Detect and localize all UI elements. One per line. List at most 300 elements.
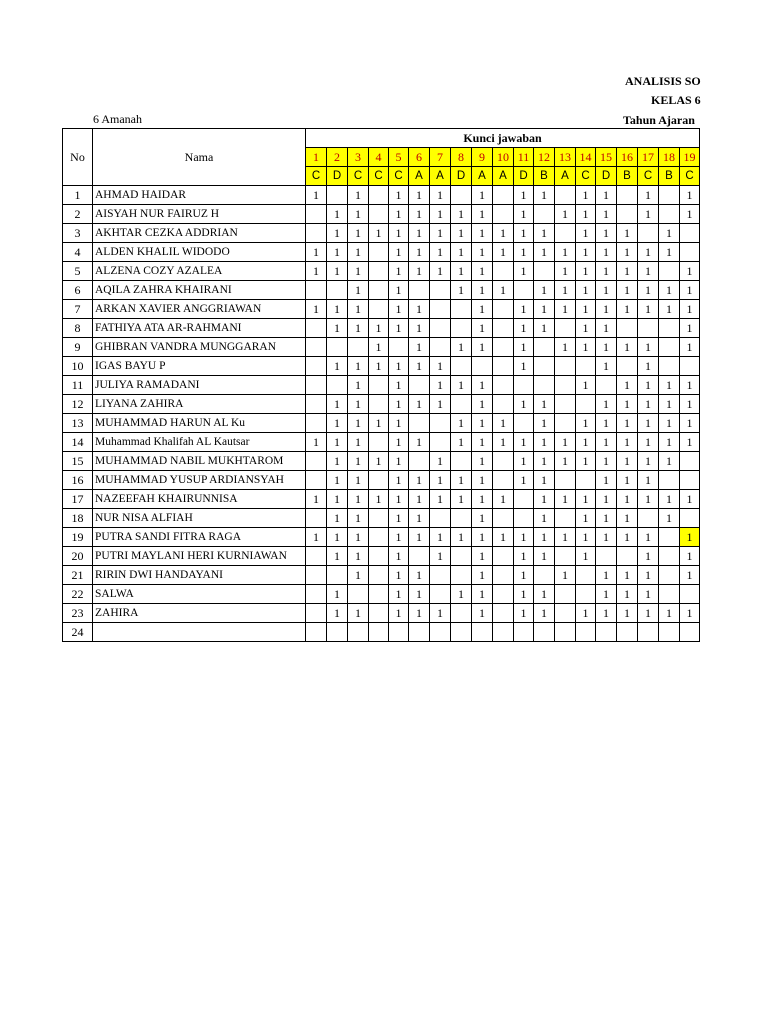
score-cell: 1 (638, 547, 659, 566)
score-cell: 1 (472, 319, 493, 338)
score-cell (389, 623, 409, 642)
score-cell (369, 471, 389, 490)
score-cell: 1 (659, 433, 680, 452)
score-cell: 1 (576, 186, 596, 205)
score-cell (306, 604, 327, 623)
score-cell: 1 (306, 300, 327, 319)
score-cell (348, 338, 369, 357)
score-cell: 1 (409, 205, 430, 224)
score-cell: 1 (472, 433, 493, 452)
score-cell (472, 623, 493, 642)
score-cell: 1 (659, 376, 680, 395)
score-cell: 1 (430, 604, 451, 623)
score-cell: 1 (638, 262, 659, 281)
score-cell: 1 (369, 357, 389, 376)
student-name: PUTRI MAYLANI HERI KURNIAWAN (93, 547, 306, 566)
row-number: 17 (63, 490, 93, 509)
score-cell (617, 547, 638, 566)
score-cell: 1 (534, 281, 555, 300)
score-cell (430, 509, 451, 528)
score-cell (369, 243, 389, 262)
score-cell: 1 (451, 471, 472, 490)
score-cell (555, 547, 576, 566)
score-cell: 1 (576, 547, 596, 566)
score-cell (389, 338, 409, 357)
score-cell: 1 (514, 566, 534, 585)
score-cell: 1 (369, 224, 389, 243)
score-cell: 1 (409, 338, 430, 357)
score-cell (369, 566, 389, 585)
score-cell: 1 (617, 452, 638, 471)
score-cell: 1 (472, 205, 493, 224)
score-cell (514, 623, 534, 642)
score-cell (493, 452, 514, 471)
row-number: 19 (63, 528, 93, 547)
score-cell: 1 (327, 224, 348, 243)
student-name: IGAS BAYU P (93, 357, 306, 376)
score-cell: 1 (638, 376, 659, 395)
table-row (63, 585, 700, 604)
score-cell: 1 (348, 452, 369, 471)
score-cell: 1 (348, 471, 369, 490)
score-cell (493, 395, 514, 414)
question-number-17: 17 (638, 148, 659, 167)
question-number-15: 15 (596, 148, 617, 167)
score-cell (306, 376, 327, 395)
score-cell: 1 (409, 319, 430, 338)
score-cell: 1 (596, 319, 617, 338)
score-cell (659, 319, 680, 338)
score-cell: 1 (680, 604, 700, 623)
score-cell: 1 (389, 471, 409, 490)
score-cell: 1 (576, 433, 596, 452)
score-cell: 1 (451, 243, 472, 262)
score-cell: 1 (638, 490, 659, 509)
score-cell: 1 (617, 338, 638, 357)
score-cell: 1 (576, 414, 596, 433)
score-cell (451, 604, 472, 623)
answer-key-19: C (680, 167, 700, 186)
score-cell (596, 623, 617, 642)
score-cell: 1 (576, 300, 596, 319)
score-cell (680, 509, 700, 528)
row-number: 6 (63, 281, 93, 300)
score-cell: 1 (348, 262, 369, 281)
score-cell: 1 (576, 319, 596, 338)
score-cell: 1 (596, 338, 617, 357)
score-cell: 1 (534, 433, 555, 452)
answer-key-10: A (493, 167, 514, 186)
score-cell: 1 (348, 528, 369, 547)
score-cell (638, 224, 659, 243)
score-cell: 1 (576, 338, 596, 357)
score-cell (493, 547, 514, 566)
table-row (63, 376, 700, 395)
score-cell: 1 (389, 490, 409, 509)
score-cell: 1 (514, 604, 534, 623)
student-name: NUR NISA ALFIAH (93, 509, 306, 528)
score-cell (306, 566, 327, 585)
score-cell: 1 (451, 433, 472, 452)
score-cell (596, 376, 617, 395)
score-cell (409, 452, 430, 471)
score-cell: 1 (576, 509, 596, 528)
student-name: ARKAN XAVIER ANGGRIAWAN (93, 300, 306, 319)
score-cell: 1 (617, 281, 638, 300)
score-cell: 1 (534, 490, 555, 509)
score-cell: 1 (514, 433, 534, 452)
score-cell (659, 357, 680, 376)
score-cell: 1 (409, 585, 430, 604)
score-cell (555, 376, 576, 395)
table-row (63, 243, 700, 262)
student-name: JULIYA RAMADANI (93, 376, 306, 395)
student-name: GHIBRAN VANDRA MUNGGARAN (93, 338, 306, 357)
row-number: 15 (63, 452, 93, 471)
score-cell: 1 (514, 528, 534, 547)
table-row (63, 205, 700, 224)
score-cell: 1 (576, 490, 596, 509)
score-cell: 1 (576, 528, 596, 547)
score-cell (369, 604, 389, 623)
score-cell: 1 (617, 585, 638, 604)
score-cell: 1 (348, 357, 369, 376)
score-cell: 1 (306, 243, 327, 262)
score-cell: 1 (389, 300, 409, 319)
score-cell: 1 (514, 585, 534, 604)
score-cell: 1 (617, 528, 638, 547)
score-cell: 1 (680, 338, 700, 357)
score-cell: 1 (680, 528, 700, 547)
score-cell (555, 604, 576, 623)
score-cell: 1 (430, 452, 451, 471)
score-cell: 1 (680, 547, 700, 566)
score-cell: 1 (617, 224, 638, 243)
score-cell: 1 (327, 509, 348, 528)
score-cell (555, 395, 576, 414)
score-cell (617, 357, 638, 376)
score-cell (430, 338, 451, 357)
row-number: 10 (63, 357, 93, 376)
score-cell: 1 (389, 281, 409, 300)
score-cell (430, 433, 451, 452)
question-number-18: 18 (659, 148, 680, 167)
score-cell: 1 (306, 490, 327, 509)
score-cell: 1 (348, 319, 369, 338)
score-cell (451, 357, 472, 376)
score-cell: 1 (659, 395, 680, 414)
answer-key-7: A (430, 167, 451, 186)
score-cell: 1 (389, 604, 409, 623)
score-cell (534, 357, 555, 376)
student-name: NAZEEFAH KHAIRUNNISA (93, 490, 306, 509)
score-cell: 1 (348, 376, 369, 395)
score-cell: 1 (348, 414, 369, 433)
score-cell (369, 281, 389, 300)
score-cell (534, 338, 555, 357)
score-cell: 1 (638, 300, 659, 319)
score-cell: 1 (451, 262, 472, 281)
score-cell (369, 262, 389, 281)
student-name: ALZENA COZY AZALEA (93, 262, 306, 281)
score-cell (327, 566, 348, 585)
score-cell (369, 585, 389, 604)
score-cell: 1 (596, 509, 617, 528)
score-cell: 1 (348, 205, 369, 224)
score-cell (493, 319, 514, 338)
score-cell (493, 509, 514, 528)
score-cell: 1 (409, 604, 430, 623)
score-cell (306, 357, 327, 376)
score-cell: 1 (659, 414, 680, 433)
score-cell (576, 566, 596, 585)
score-cell: 1 (596, 186, 617, 205)
score-cell: 1 (638, 585, 659, 604)
score-cell: 1 (596, 414, 617, 433)
table-row (63, 338, 700, 357)
student-name (93, 623, 306, 642)
score-cell: 1 (327, 300, 348, 319)
question-number-7: 7 (430, 148, 451, 167)
score-cell: 1 (638, 433, 659, 452)
score-cell: 1 (348, 604, 369, 623)
score-cell: 1 (451, 224, 472, 243)
row-number: 21 (63, 566, 93, 585)
score-cell: 1 (617, 243, 638, 262)
report-title-line1: ANALISIS SO (625, 74, 701, 88)
score-cell (514, 490, 534, 509)
row-number: 4 (63, 243, 93, 262)
score-cell (493, 300, 514, 319)
score-cell: 1 (472, 300, 493, 319)
score-cell (430, 585, 451, 604)
score-cell: 1 (514, 338, 534, 357)
answer-key-14: C (576, 167, 596, 186)
score-cell (451, 452, 472, 471)
score-cell (493, 338, 514, 357)
score-cell: 1 (389, 509, 409, 528)
score-cell: 1 (409, 224, 430, 243)
score-cell: 1 (617, 566, 638, 585)
score-cell: 1 (514, 395, 534, 414)
score-cell (576, 623, 596, 642)
student-name: PUTRA SANDI FITRA RAGA (93, 528, 306, 547)
score-cell (451, 623, 472, 642)
score-cell (680, 623, 700, 642)
score-cell: 1 (596, 395, 617, 414)
class-name: 6 Amanah (93, 112, 142, 126)
score-cell: 1 (451, 205, 472, 224)
score-cell: 1 (596, 471, 617, 490)
table-row (63, 262, 700, 281)
score-cell: 1 (638, 395, 659, 414)
score-cell: 1 (596, 281, 617, 300)
student-name: MUHAMMAD YUSUP ARDIANSYAH (93, 471, 306, 490)
score-cell: 1 (680, 395, 700, 414)
score-cell: 1 (451, 281, 472, 300)
score-cell (348, 585, 369, 604)
score-cell: 1 (430, 547, 451, 566)
score-cell (555, 357, 576, 376)
score-cell (680, 452, 700, 471)
table-row (63, 566, 700, 585)
answer-key-6: A (409, 167, 430, 186)
score-cell (306, 319, 327, 338)
score-cell: 1 (680, 319, 700, 338)
score-cell: 1 (514, 357, 534, 376)
score-cell: 1 (409, 395, 430, 414)
score-cell: 1 (576, 604, 596, 623)
score-cell (306, 585, 327, 604)
score-cell: 1 (409, 566, 430, 585)
score-sheet (62, 128, 700, 642)
score-cell (659, 205, 680, 224)
score-cell: 1 (638, 566, 659, 585)
score-cell (555, 623, 576, 642)
score-cell (451, 395, 472, 414)
score-cell (617, 319, 638, 338)
score-cell: 1 (617, 414, 638, 433)
score-cell (555, 471, 576, 490)
score-cell: 1 (369, 414, 389, 433)
score-cell (534, 205, 555, 224)
answer-key-5: C (389, 167, 409, 186)
score-cell: 1 (389, 376, 409, 395)
score-cell (659, 547, 680, 566)
score-cell (680, 585, 700, 604)
score-cell: 1 (472, 281, 493, 300)
score-cell (369, 186, 389, 205)
question-number-19: 19 (680, 148, 700, 167)
score-cell (306, 338, 327, 357)
table-row (63, 623, 700, 642)
score-cell: 1 (430, 528, 451, 547)
score-cell: 1 (389, 357, 409, 376)
score-cell: 1 (617, 376, 638, 395)
score-cell (617, 623, 638, 642)
score-cell (369, 300, 389, 319)
score-cell (306, 471, 327, 490)
score-cell (409, 376, 430, 395)
score-cell: 1 (430, 490, 451, 509)
score-cell (369, 509, 389, 528)
score-cell: 1 (555, 300, 576, 319)
score-cell: 1 (534, 471, 555, 490)
student-name: MUHAMMAD NABIL MUKHTAROM (93, 452, 306, 471)
student-name: AKHTAR CEZKA ADDRIAN (93, 224, 306, 243)
score-cell (327, 623, 348, 642)
score-cell: 1 (389, 433, 409, 452)
score-cell: 1 (327, 528, 348, 547)
score-cell (451, 300, 472, 319)
score-cell: 1 (472, 224, 493, 243)
score-cell: 1 (555, 281, 576, 300)
answer-key-16: B (617, 167, 638, 186)
score-cell (493, 186, 514, 205)
score-cell (680, 243, 700, 262)
score-cell: 1 (638, 205, 659, 224)
student-name: FATHIYA ATA AR-RAHMANI (93, 319, 306, 338)
student-name: MUHAMMAD HARUN AL Ku (93, 414, 306, 433)
table-row (63, 319, 700, 338)
score-cell: 1 (430, 262, 451, 281)
score-cell: 1 (659, 509, 680, 528)
score-cell: 1 (659, 604, 680, 623)
score-cell: 1 (617, 300, 638, 319)
student-name: AQILA ZAHRA KHAIRANI (93, 281, 306, 300)
student-name: ZAHIRA (93, 604, 306, 623)
row-number: 24 (63, 623, 93, 642)
score-cell: 1 (514, 300, 534, 319)
score-cell: 1 (451, 338, 472, 357)
answer-key-3: C (348, 167, 369, 186)
question-number-8: 8 (451, 148, 472, 167)
score-cell (306, 224, 327, 243)
score-cell (659, 623, 680, 642)
score-cell (555, 186, 576, 205)
score-cell: 1 (534, 547, 555, 566)
score-cell: 1 (555, 566, 576, 585)
score-cell (306, 414, 327, 433)
score-cell: 1 (348, 509, 369, 528)
score-cell: 1 (389, 262, 409, 281)
score-cell (555, 509, 576, 528)
score-cell (369, 395, 389, 414)
score-cell: 1 (617, 433, 638, 452)
score-cell: 1 (617, 604, 638, 623)
score-cell: 1 (493, 281, 514, 300)
score-cell (493, 471, 514, 490)
score-cell: 1 (555, 338, 576, 357)
score-cell: 1 (555, 262, 576, 281)
question-number-9: 9 (472, 148, 493, 167)
score-cell: 1 (430, 243, 451, 262)
score-cell: 1 (680, 281, 700, 300)
student-name: AISYAH NUR FAIRUZ H (93, 205, 306, 224)
score-cell: 1 (514, 319, 534, 338)
score-cell: 1 (472, 243, 493, 262)
question-number-10: 10 (493, 148, 514, 167)
student-name: ALDEN KHALIL WIDODO (93, 243, 306, 262)
score-cell (327, 186, 348, 205)
score-cell: 1 (348, 243, 369, 262)
score-cell (409, 623, 430, 642)
score-cell: 1 (596, 490, 617, 509)
score-cell: 1 (327, 262, 348, 281)
answer-key-15: D (596, 167, 617, 186)
score-cell: 1 (409, 471, 430, 490)
score-cell: 1 (327, 585, 348, 604)
score-cell: 1 (348, 281, 369, 300)
score-cell: 1 (369, 319, 389, 338)
score-cell (617, 186, 638, 205)
score-cell: 1 (327, 319, 348, 338)
score-cell: 1 (576, 205, 596, 224)
score-cell: 1 (389, 566, 409, 585)
score-cell (493, 262, 514, 281)
score-cell (369, 433, 389, 452)
row-number: 11 (63, 376, 93, 395)
score-cell: 1 (534, 300, 555, 319)
score-cell: 1 (348, 490, 369, 509)
score-cell: 1 (638, 452, 659, 471)
score-cell: 1 (430, 186, 451, 205)
score-cell (430, 319, 451, 338)
student-name: LIYANA ZAHIRA (93, 395, 306, 414)
score-cell (659, 471, 680, 490)
score-cell: 1 (389, 452, 409, 471)
score-cell: 1 (327, 452, 348, 471)
